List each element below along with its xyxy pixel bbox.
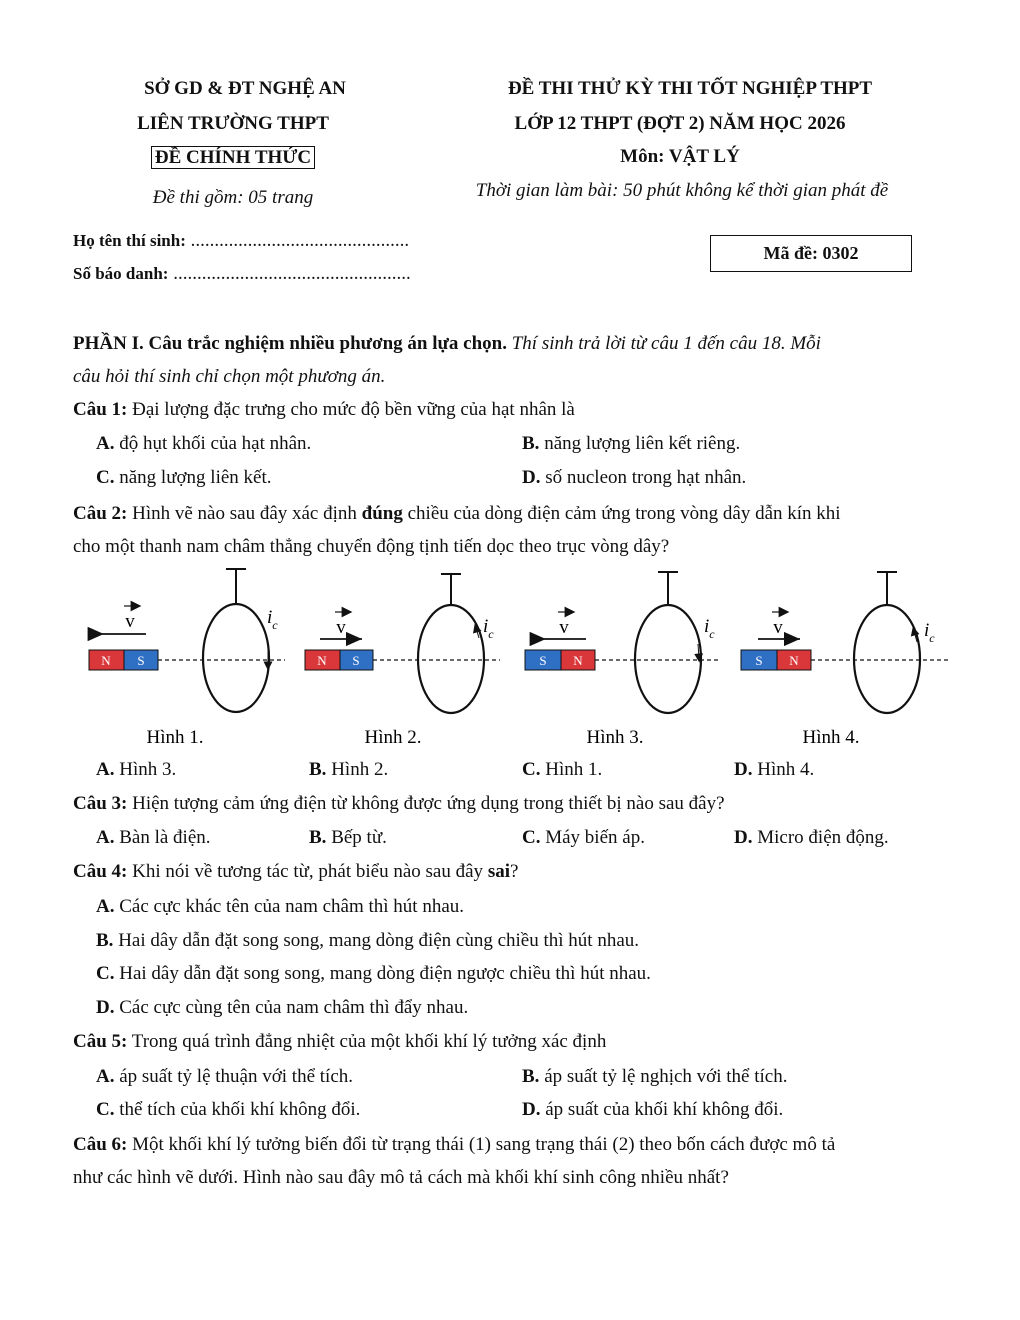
velocity-label: v <box>125 611 135 632</box>
option-text: Hình 4. <box>757 759 815 780</box>
pole-label: N <box>573 653 583 668</box>
option-text: Các cực khác tên của nam châm thì hút nhau. <box>119 896 465 917</box>
q1-option-b[interactable] <box>522 432 740 456</box>
option-letter: A. <box>96 827 115 848</box>
option-text: áp suất của khối khí không đổi. <box>545 1099 784 1120</box>
q4-option-c[interactable] <box>96 962 651 986</box>
q2-option-d[interactable] <box>734 758 814 782</box>
q1-label: Câu 1: <box>73 399 128 420</box>
option-text: số nucleon trong hạt nhân. <box>545 467 747 488</box>
current-label: $i_c$ <box>924 620 935 645</box>
q5-option-b[interactable] <box>522 1065 787 1089</box>
option-letter: C. <box>522 759 541 780</box>
q4-text-pre: Khi nói về tương tác từ, phát biểu nào sau đây <box>132 861 484 882</box>
department-name: SỞ GD & ĐT NGHỆ AN <box>144 78 346 99</box>
school-name: LIÊN TRƯỜNG THPT <box>137 113 329 134</box>
option-letter: C. <box>96 1099 115 1120</box>
option-letter: A. <box>96 759 115 780</box>
velocity-label: v <box>559 617 569 638</box>
option-text: Bàn là điện. <box>119 827 211 848</box>
candidate-name-row <box>73 230 409 252</box>
velocity-label: v <box>773 617 783 638</box>
candidate-id-row <box>73 263 411 285</box>
option-text: Máy biến áp. <box>545 827 645 848</box>
question-2 <box>73 497 951 563</box>
official-label: ĐỀ CHÍNH THỨC <box>151 146 315 169</box>
pole-label: N <box>101 653 111 668</box>
option-text: năng lượng liên kết. <box>119 467 272 488</box>
q2-text-bold: đúng <box>361 503 403 524</box>
current-arrow <box>698 644 699 658</box>
q1-text: Đại lượng đặc trưng cho mức độ bền vững của hạt nhân là <box>132 399 575 420</box>
pole-label: S <box>755 653 763 668</box>
q1-option-d[interactable] <box>522 466 746 490</box>
figure-2 <box>305 574 500 748</box>
candidate-id-label: Số báo danh: <box>73 264 169 283</box>
official-label-wrap <box>88 147 378 169</box>
q1-option-a[interactable] <box>96 432 311 456</box>
velocity-label: v <box>336 617 346 638</box>
page-count: Đề thi gồm: 05 trang <box>152 187 314 208</box>
pole-label: N <box>317 653 327 668</box>
q4-label: Câu 4: <box>73 861 128 882</box>
exam-time: Thời gian làm bài: 50 phút không kể thời gian phát đề <box>475 180 889 201</box>
q2-label: Câu 2: <box>73 503 128 524</box>
pole-label: S <box>352 653 360 668</box>
part1-heading <box>73 327 951 393</box>
figure-2-caption: Hình 2. <box>364 727 422 748</box>
option-text: Bếp từ. <box>331 827 387 848</box>
pole-label: S <box>137 653 145 668</box>
q4-option-b[interactable] <box>96 929 639 953</box>
option-letter: D. <box>522 1099 541 1120</box>
option-letter: D. <box>734 827 753 848</box>
option-text: Hình 2. <box>331 759 389 780</box>
q3-option-b[interactable] <box>309 826 387 850</box>
option-letter: C. <box>96 963 115 984</box>
figure-4-caption: Hình 4. <box>802 727 860 748</box>
option-letter: D. <box>734 759 753 780</box>
q4-option-d[interactable] <box>96 996 468 1020</box>
option-text: thể tích của khối khí không đổi. <box>119 1099 361 1120</box>
option-text: Hình 3. <box>119 759 177 780</box>
question-4 <box>73 860 953 884</box>
q6-text: Một khối khí lý tưởng biến đổi từ trạng thái (1) sang trạng thái (2) theo bốn cách được mô tả <box>132 1134 836 1155</box>
pole-label: N <box>789 653 799 668</box>
option-letter: A. <box>96 896 115 917</box>
q3-option-c[interactable] <box>522 826 645 850</box>
question-3 <box>73 792 953 816</box>
q3-text: Hiện tượng cảm ứng điện từ không được ứng dụng trong thiết bị nào sau đây? <box>132 793 725 814</box>
part1-instruction-2: câu hỏi thí sinh chỉ chọn một phương án. <box>73 366 386 387</box>
question-5 <box>73 1030 953 1054</box>
q4-text-bold: sai <box>487 861 510 882</box>
figure-3 <box>525 572 718 748</box>
q2-option-b[interactable] <box>309 758 388 782</box>
option-letter: C. <box>96 467 115 488</box>
pole-label: S <box>539 653 547 668</box>
current-label: $i_c$ <box>483 616 494 641</box>
figure-1-caption: Hình 1. <box>146 727 204 748</box>
part1-title: PHẦN I. Câu trắc nghiệm nhiều phương án lựa chọn. <box>73 333 507 354</box>
candidate-name-label: Họ tên thí sinh: <box>73 231 186 250</box>
q4-option-a[interactable] <box>96 895 464 919</box>
exam-subject: Môn: VẬT LÝ <box>620 146 740 167</box>
q5-text: Trong quá trình đẳng nhiệt của một khối khí lý tưởng xác định <box>131 1031 607 1052</box>
exam-title: ĐỀ THI THỬ KỲ THI TỐT NGHIỆP THPT <box>507 78 873 99</box>
candidate-id-field[interactable]: .................................................. <box>173 263 411 284</box>
q3-option-a[interactable] <box>96 826 211 850</box>
option-text: Hai dây dẫn đặt song song, mang dòng điện cùng chiều thì hút nhau. <box>118 930 640 951</box>
figure-3-caption: Hình 3. <box>586 727 644 748</box>
option-letter: A. <box>96 1066 115 1087</box>
q2-text-2: cho một thanh nam châm thẳng chuyển động tịnh tiến dọc theo trục vòng dây? <box>73 536 670 557</box>
induction-figures <box>80 562 960 752</box>
exam-grade: LỚP 12 THPT (ĐỢT 2) NĂM HỌC 2026 <box>514 113 846 134</box>
q5-option-a[interactable] <box>96 1065 353 1089</box>
question-6 <box>73 1128 951 1194</box>
option-text: Hai dây dẫn đặt song song, mang dòng điện ngược chiều thì hút nhau. <box>119 963 651 984</box>
option-letter: C. <box>522 827 541 848</box>
current-label: $i_c$ <box>267 607 278 632</box>
q3-option-d[interactable] <box>734 826 889 850</box>
option-text: Các cực cùng tên của nam châm thì đẩy nhau. <box>119 997 469 1018</box>
option-text: áp suất tỷ lệ thuận với thể tích. <box>119 1066 354 1087</box>
exam-code-box: Mã đề: 0302 <box>710 235 912 272</box>
q1-option-c[interactable] <box>96 466 272 490</box>
option-text: Micro điện động. <box>757 827 889 848</box>
option-letter: D. <box>522 467 541 488</box>
q6-text-2: như các hình vẽ dưới. Hình nào sau đây mô tả cách mà khối khí sinh công nhiều nhất? <box>73 1167 729 1188</box>
option-text: độ hụt khối của hạt nhân. <box>119 433 312 454</box>
question-1 <box>73 398 953 422</box>
q5-label: Câu 5: <box>73 1031 128 1052</box>
current-label: $i_c$ <box>704 616 715 641</box>
q5-option-d[interactable] <box>522 1098 783 1122</box>
q3-label: Câu 3: <box>73 793 128 814</box>
q5-option-c[interactable] <box>96 1098 360 1122</box>
option-letter: B. <box>96 930 114 951</box>
option-text: Hình 1. <box>545 759 603 780</box>
option-letter: B. <box>522 1066 540 1087</box>
figure-4 <box>741 572 948 748</box>
option-letter: B. <box>309 827 327 848</box>
q2-text-pre: Hình vẽ nào sau đây xác định <box>132 503 357 524</box>
option-letter: A. <box>96 433 115 454</box>
option-letter: D. <box>96 997 115 1018</box>
q2-text-post: chiều của dòng điện cảm ứng trong vòng dây dẫn kín khi <box>407 503 841 524</box>
q4-text-post: ? <box>510 861 519 882</box>
part1-instruction-1: Thí sinh trả lời từ câu 1 đến câu 18. Mỗi <box>511 333 821 354</box>
figure-1 <box>89 569 285 748</box>
q6-label: Câu 6: <box>73 1134 128 1155</box>
option-text: năng lượng liên kết riêng. <box>544 433 741 454</box>
option-letter: B. <box>309 759 327 780</box>
option-letter: B. <box>522 433 540 454</box>
candidate-name-field[interactable]: .............................................. <box>190 230 410 251</box>
option-text: áp suất tỷ lệ nghịch với thể tích. <box>544 1066 788 1087</box>
q2-option-a[interactable] <box>96 758 176 782</box>
q2-option-c[interactable] <box>522 758 602 782</box>
